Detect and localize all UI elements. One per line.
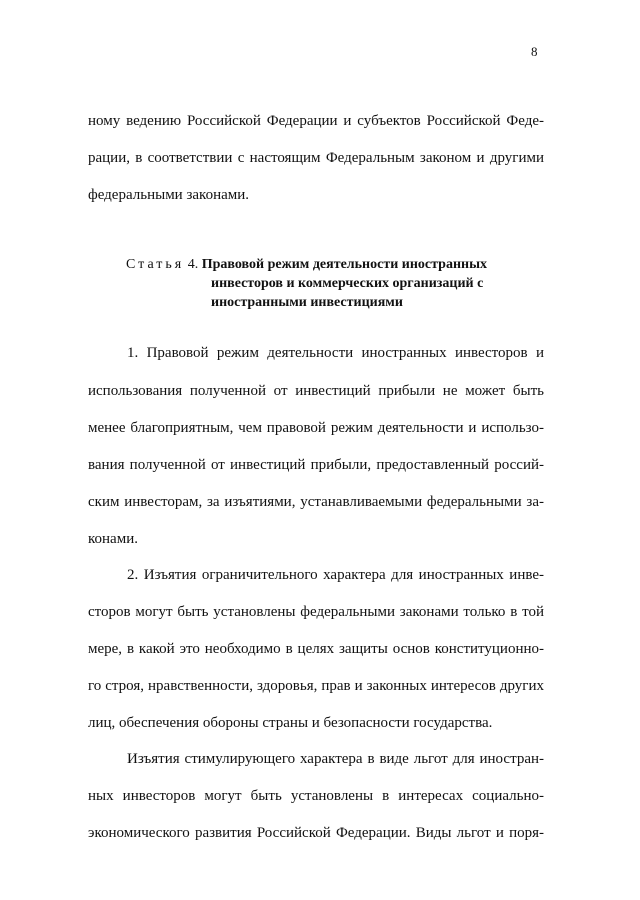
paragraph3-line-1: Изъятия стимулирующего характера в виде льгот для иностран- xyxy=(127,751,544,767)
intro-line-2: рации, в соответствии с настоящим Федеральным законом и другими xyxy=(88,150,544,166)
article-number: 4. xyxy=(187,257,199,272)
page-number: 8 xyxy=(531,44,538,59)
paragraph2-line-2: сторов могут быть установлены федеральными законами только в той xyxy=(88,604,544,620)
article-label: Статья xyxy=(126,257,185,272)
paragraph3-line-2: ных инвесторов могут быть установлены в интересах социально- xyxy=(88,788,544,804)
paragraph2-line-5: лиц, обеспечения обороны страны и безопасности государства. xyxy=(88,715,493,731)
paragraph2-line-1: 2. Изъятия ограничительного характера для иностранных инве- xyxy=(127,567,544,583)
paragraph1-line-4: вания полученной от инвестиций прибыли, предоставленный россий- xyxy=(88,457,544,473)
paragraph3-line-3: экономического развития Российской Федерации. Виды льгот и поря- xyxy=(88,825,544,841)
intro-line-3: федеральными законами. xyxy=(88,187,250,203)
article-title-line-3: иностранными инвестициями xyxy=(211,295,403,310)
paragraph1-line-6: конами. xyxy=(88,531,138,547)
paragraph2-line-4: го строя, нравственности, здоровья, прав и законных интересов других xyxy=(88,678,544,694)
paragraph1-line-5: ским инвесторам, за изъятиями, устанавливаемыми федеральными за- xyxy=(88,494,544,510)
article-title-line-2: инвесторов и коммерческих организаций с xyxy=(211,276,484,291)
paragraph2-line-3: мере, в какой это необходимо в целях защиты основ конституционно- xyxy=(88,641,544,657)
intro-line-1: ному ведению Российской Федерации и субъектов Российской Феде- xyxy=(88,113,544,129)
article-heading xyxy=(126,256,487,274)
paragraph1-line-3: менее благоприятным, чем правовой режим деятельности и использо- xyxy=(88,420,544,436)
article-title-line-1: Правовой режим деятельности иностранных xyxy=(201,257,488,272)
paragraph1-line-1: 1. Правовой режим деятельности иностранных инвесторов и xyxy=(127,345,544,361)
paragraph1-line-2: использования полученной от инвестиций прибыли не может быть xyxy=(88,383,544,399)
